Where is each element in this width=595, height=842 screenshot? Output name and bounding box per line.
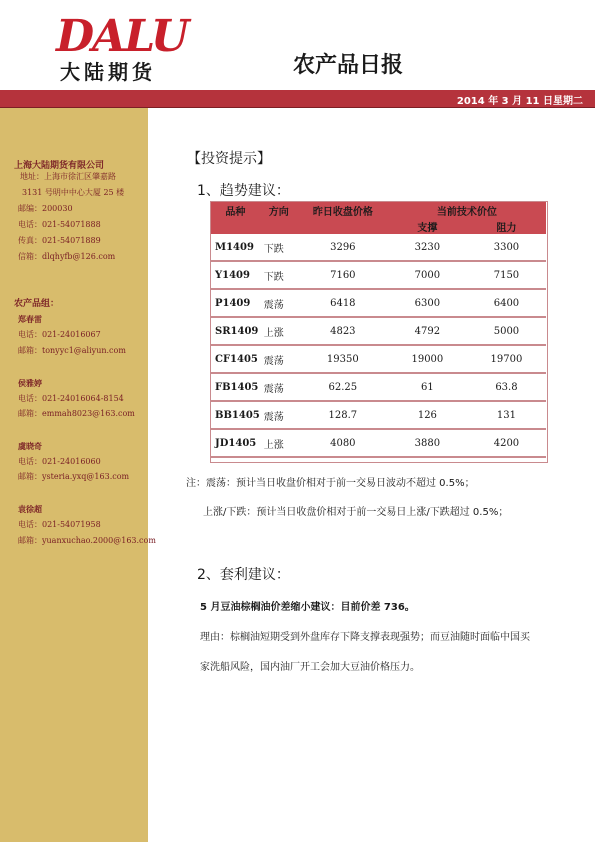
- table-row: [211, 317, 546, 345]
- col-header-direction: 方向: [260, 202, 298, 218]
- report-title: 农产品日报: [293, 53, 404, 78]
- cell-support: 126: [388, 401, 467, 429]
- price-table: [211, 202, 546, 458]
- trend-title: 1、趋势建议：: [197, 183, 290, 199]
- cell-direction: 下跌: [260, 261, 298, 289]
- cell-support: 19000: [388, 345, 467, 373]
- member-name: 郑春雷: [18, 314, 42, 324]
- col-subheader-blank: [298, 218, 388, 234]
- member-tel: 电话：021-24016067: [18, 330, 101, 339]
- table-row: [211, 429, 546, 457]
- cell-direction: 震荡: [260, 373, 298, 401]
- cell-variety: FB1405: [211, 373, 260, 401]
- company-address: 地址：上海市徐汇区肇嘉路: [20, 172, 116, 181]
- cell-close-price: 4823: [298, 317, 388, 345]
- col-header-variety: 品种: [211, 202, 260, 218]
- member-mail: 邮箱：yuanxuchao.2000@163.com: [18, 536, 156, 545]
- company-address-line2: 3131 号明中中心大厦 25 楼: [22, 188, 125, 197]
- cell-direction: 上涨: [260, 429, 298, 457]
- cell-support: 3230: [388, 234, 467, 261]
- col-header-tech-level: 当前技术价位: [388, 202, 546, 218]
- reason-line-2: 家洗船风险，国内油厂开工会加大豆油价格压力。: [200, 662, 420, 673]
- cell-support: 7000: [388, 261, 467, 289]
- cell-close-price: 4080: [298, 429, 388, 457]
- cell-direction: 上涨: [260, 317, 298, 345]
- cell-resist: 3300: [467, 234, 546, 261]
- company-logo: [56, 11, 191, 86]
- cell-close-price: 7160: [298, 261, 388, 289]
- cell-variety: M1409: [211, 234, 260, 261]
- col-subheader-blank: [260, 218, 298, 234]
- cell-resist: 5000: [467, 317, 546, 345]
- table-row: [211, 234, 546, 261]
- arbitrage-title: 2、套利建议：: [197, 567, 290, 583]
- cell-variety: CF1405: [211, 345, 260, 373]
- contact-sidebar: [0, 108, 156, 842]
- cell-resist: 7150: [467, 261, 546, 289]
- cell-variety: SR1409: [211, 317, 260, 345]
- cell-resist: 6400: [467, 289, 546, 317]
- member-name: 侯雅婷: [18, 378, 42, 388]
- cell-support: 3880: [388, 429, 467, 457]
- cell-close-price: 19350: [298, 345, 388, 373]
- report-date: 2014 年 3 月 11 日星期二: [456, 96, 583, 107]
- cell-support: 61: [388, 373, 467, 401]
- date-bar: [0, 90, 595, 108]
- cell-resist: 131: [467, 401, 546, 429]
- cell-resist: 19700: [467, 345, 546, 373]
- member-name: 袁徐超: [18, 504, 42, 514]
- cell-close-price: 128.7: [298, 401, 388, 429]
- table-row: [211, 345, 546, 373]
- cell-resist: 63.8: [467, 373, 546, 401]
- cell-direction: 震荡: [260, 401, 298, 429]
- member-tel: 电话：021-54071958: [18, 520, 101, 529]
- member-tel: 电话：021-24016060: [18, 457, 101, 466]
- cell-support: 6300: [388, 289, 467, 317]
- cell-close-price: 3296: [298, 234, 388, 261]
- table-row: [211, 401, 546, 429]
- cell-direction: 震荡: [260, 345, 298, 373]
- cell-support: 4792: [388, 317, 467, 345]
- cell-variety: P1409: [211, 289, 260, 317]
- member-mail: 邮箱：emmah8023@163.com: [18, 409, 135, 418]
- member-mail: 邮箱：tonyyc1@aliyun.com: [18, 346, 126, 355]
- cell-variety: BB1405: [211, 401, 260, 429]
- cell-close-price: 6418: [298, 289, 388, 317]
- group-title: 农产品组：: [14, 299, 60, 309]
- table-row: [211, 289, 546, 317]
- member-name: 虞晓奇: [18, 441, 42, 451]
- logo-cn-text: 大陆期货: [60, 60, 156, 84]
- cell-resist: 4200: [467, 429, 546, 457]
- section-title: 【投资提示】: [187, 151, 271, 167]
- cell-close-price: 62.25: [298, 373, 388, 401]
- col-subheader-resist: 阻力: [467, 218, 546, 234]
- table-row: [211, 261, 546, 289]
- cell-variety: Y1409: [211, 261, 260, 289]
- reason-line-1: 理由：棕榈油短期受到外盘库存下降支撑表现强势；而豆油随时面临中国买: [200, 632, 530, 643]
- company-name: 上海大陆期货有限公司: [14, 161, 105, 171]
- col-subheader-blank: [211, 218, 260, 234]
- member-mail: 邮箱：ysteria.yxq@163.com: [18, 472, 130, 481]
- col-subheader-support: 支撑: [388, 218, 467, 234]
- cell-direction: 下跌: [260, 234, 298, 261]
- arbitrage-suggestion: 5 月豆油棕榈油价差缩小建议：目前价差 736。: [200, 602, 415, 613]
- company-zip: 邮编：200030: [18, 204, 73, 213]
- note-oscillation: 注：震荡：预计当日收盘价相对于前一交易日波动不超过 0.5%；: [186, 478, 475, 489]
- col-header-close: 昨日收盘价格: [298, 202, 388, 218]
- logo-dalu-text: DALU: [56, 11, 188, 62]
- company-tel: 电话：021-54071888: [18, 220, 101, 229]
- member-tel: 电话：021-24016064-8154: [18, 394, 124, 403]
- table-subheader-row: [211, 218, 546, 234]
- company-fax: 传真：021-54071889: [18, 236, 101, 245]
- table-row: [211, 373, 546, 401]
- cell-direction: 震荡: [260, 289, 298, 317]
- note-up-down: 上涨/下跌：预计当日收盘价相对于前一交易日上涨/下跌超过 0.5%；: [203, 507, 509, 518]
- company-mail: 信箱：dlqhyfb@126.com: [18, 252, 116, 261]
- table-header-row: [211, 202, 546, 218]
- cell-variety: JD1405: [211, 429, 260, 457]
